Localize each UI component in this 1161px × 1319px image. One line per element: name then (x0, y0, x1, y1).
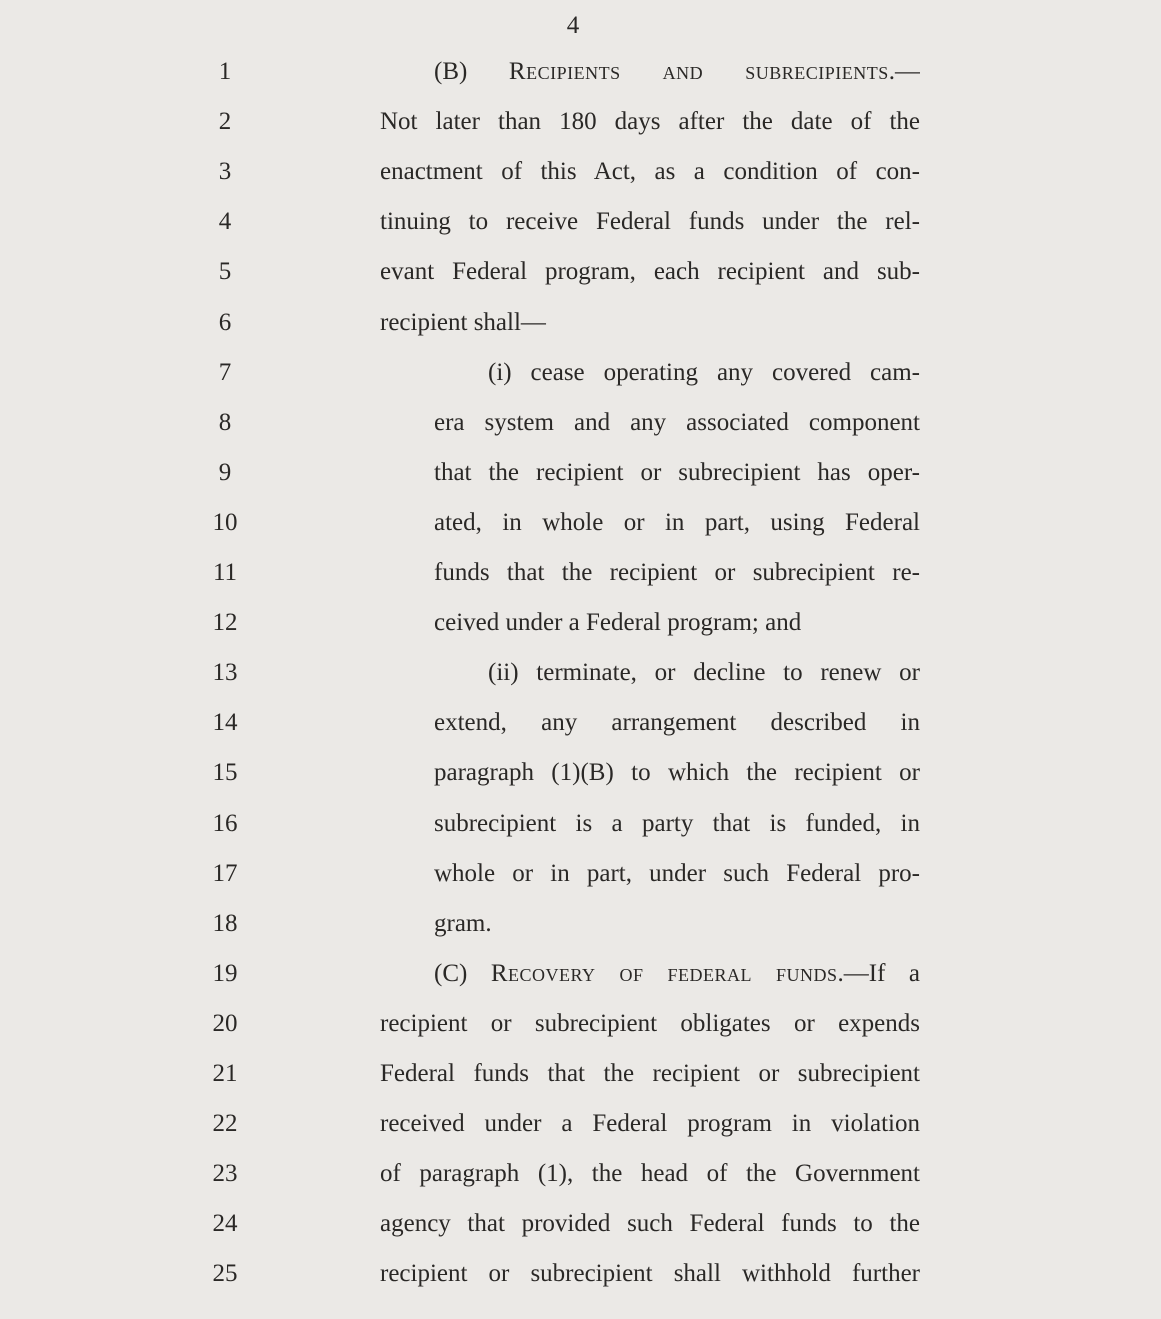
line-text (488, 657, 920, 689)
text-run: received under a Federal program in violation (380, 1110, 920, 1138)
text-run: evant Federal program, each recipient and sub- (380, 258, 920, 286)
section-heading: Recipients and subrecipients (508, 58, 889, 85)
line-text (380, 1008, 920, 1040)
line-number: 21 (212, 1060, 238, 1087)
text-run: (ii) terminate, or decline to renew or (488, 659, 920, 687)
text-run: .— (888, 58, 920, 85)
text-run: ated, in whole or in part, using Federal (434, 508, 920, 536)
bill-line (0, 1058, 1161, 1090)
bill-line (0, 1208, 1161, 1240)
bill-line (0, 256, 1161, 288)
line-text (434, 407, 920, 439)
text-run: (B) (434, 58, 509, 85)
text-run: that the recipient or subrecipient has oper- (434, 458, 920, 486)
bill-line (0, 657, 1161, 689)
line-text (380, 1258, 920, 1290)
bill-line (0, 156, 1161, 188)
bill-line (0, 607, 1161, 639)
bill-line (0, 1258, 1161, 1290)
line-number: 20 (212, 1009, 238, 1037)
line-number: 14 (212, 709, 238, 737)
bill-line (0, 206, 1161, 238)
line-text (488, 357, 920, 389)
text-run: recipient or subrecipient obligates or expends (380, 1009, 920, 1037)
bill-line (0, 908, 1161, 940)
text-run: Federal funds that the recipient or subrecipient (380, 1060, 920, 1087)
bill-line (0, 707, 1161, 739)
line-number: 3 (218, 158, 232, 186)
line-text (434, 607, 801, 639)
line-text (434, 858, 920, 890)
text-run: extend, any arrangement described in (434, 709, 920, 737)
text-run: (i) cease operating any covered cam- (488, 358, 920, 386)
bill-line (0, 407, 1161, 439)
text-run: recipient or subrecipient shall withhold further (380, 1260, 920, 1288)
line-number: 22 (212, 1110, 238, 1138)
bill-line (0, 357, 1161, 389)
line-number: 4 (218, 208, 232, 236)
line-number: 24 (212, 1210, 238, 1238)
text-run: paragraph (1)(B) to which the recipient or (434, 759, 920, 787)
bill-line (0, 757, 1161, 789)
line-text (434, 457, 920, 489)
bill-line (0, 557, 1161, 589)
line-text (434, 908, 492, 940)
line-number: 8 (218, 408, 232, 436)
bill-line (0, 808, 1161, 840)
text-run: tinuing to receive Federal funds under the rel- (380, 208, 920, 236)
text-run: subrecipient is a party that is funded, in (434, 809, 920, 837)
text-run: ceived under a Federal program; and (434, 609, 802, 637)
line-text (434, 808, 920, 840)
text-run: enactment of this Act, as a condition of con- (380, 158, 920, 186)
bill-line (0, 457, 1161, 489)
line-number: 17 (212, 859, 238, 887)
text-run: whole or in part, under such Federal pro- (434, 859, 920, 887)
line-number: 1 (218, 58, 232, 85)
line-text (380, 106, 920, 138)
line-number: 13 (212, 659, 238, 687)
line-number: 15 (212, 759, 238, 787)
bill-line (0, 1158, 1161, 1190)
bill-line (0, 1008, 1161, 1040)
line-number: 2 (218, 108, 232, 136)
text-run: gram. (434, 909, 492, 937)
line-text (434, 958, 920, 990)
line-text (434, 707, 920, 739)
line-number: 7 (218, 358, 232, 386)
text-run: Not later than 180 days after the date of the (380, 108, 920, 136)
text-run: (C) (434, 959, 491, 987)
line-text (380, 307, 546, 339)
bill-line (0, 507, 1161, 539)
section-heading: Recovery of federal funds (490, 959, 838, 987)
line-text (380, 156, 920, 188)
line-number: 11 (212, 559, 238, 586)
text-run: era system and any associated component (434, 408, 920, 436)
line-number: 18 (212, 909, 238, 937)
line-text (380, 1058, 920, 1090)
line-number: 5 (218, 258, 232, 286)
text-run: recipient shall— (380, 308, 546, 336)
line-text (434, 56, 920, 88)
bill-line (0, 858, 1161, 890)
line-number: 23 (212, 1160, 238, 1188)
line-number: 12 (212, 609, 238, 637)
bill-line (0, 307, 1161, 339)
line-number: 25 (212, 1260, 238, 1288)
bill-line (0, 958, 1161, 990)
text-run: funds that the recipient or subrecipient re- (434, 559, 920, 586)
text-run: of paragraph (1), the head of the Government (380, 1160, 920, 1188)
line-text (380, 1208, 920, 1240)
bill-line (0, 56, 1161, 88)
line-text (380, 1108, 920, 1140)
bill-line (0, 1108, 1161, 1140)
line-number: 16 (212, 809, 238, 837)
line-text (434, 557, 920, 589)
page-number: 4 (566, 12, 580, 39)
line-number: 10 (212, 508, 238, 536)
line-number: 9 (218, 458, 232, 486)
bill-line (0, 106, 1161, 138)
text-run: agency that provided such Federal funds to the (380, 1210, 920, 1238)
line-number: 6 (218, 308, 232, 336)
text-run: .—If a (837, 959, 920, 987)
line-text (380, 1158, 920, 1190)
line-text (434, 757, 920, 789)
line-text (380, 256, 920, 288)
line-text (380, 206, 920, 238)
line-number: 19 (212, 959, 238, 987)
line-text (434, 507, 920, 539)
